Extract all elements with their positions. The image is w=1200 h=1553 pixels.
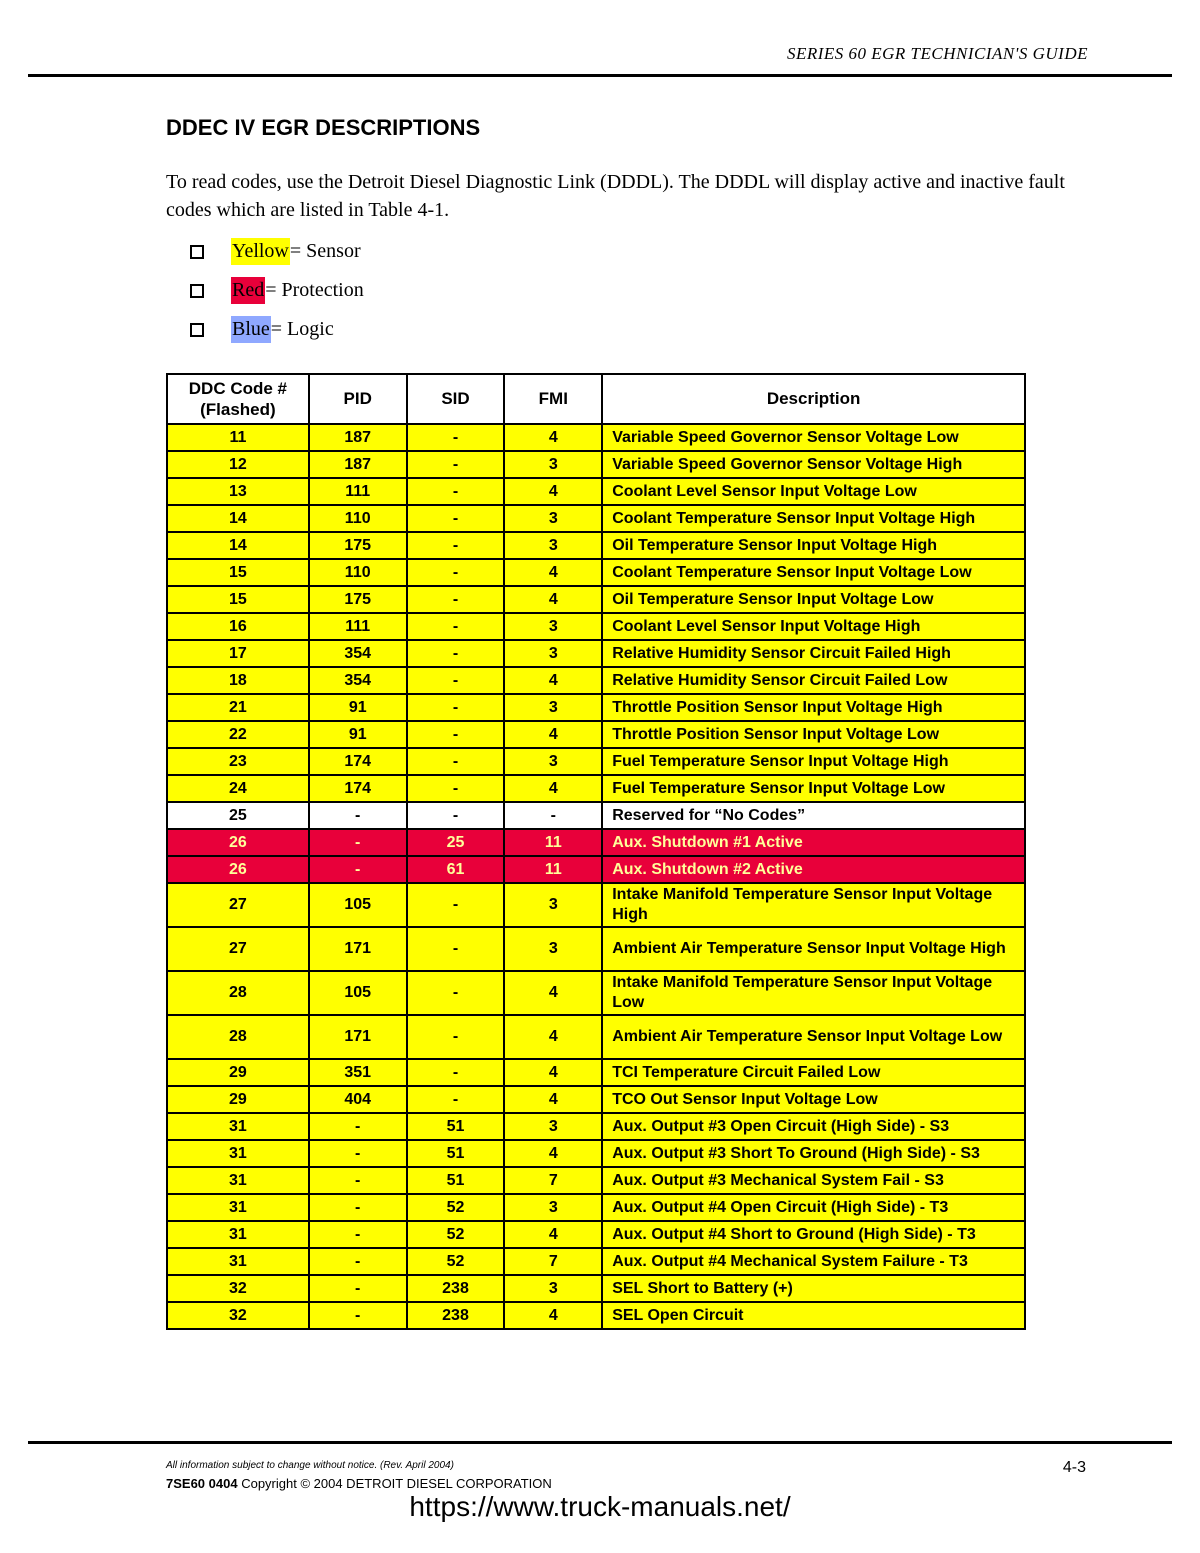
cell-sid: - <box>407 505 505 532</box>
table-row <box>167 971 1025 1015</box>
cell-desc: Aux. Output #4 Open Circuit (High Side) - T3 <box>602 1194 1025 1221</box>
cell-pid: 111 <box>309 478 407 505</box>
cell-ddc: 28 <box>167 1015 309 1059</box>
table-row <box>167 775 1025 802</box>
cell-pid: 111 <box>309 613 407 640</box>
cell-fmi: 4 <box>504 1086 602 1113</box>
cell-fmi: 4 <box>504 971 602 1015</box>
cell-fmi: 4 <box>504 478 602 505</box>
cell-desc: Aux. Output #3 Open Circuit (High Side) - S3 <box>602 1113 1025 1140</box>
cell-desc: Throttle Position Sensor Input Voltage Low <box>602 721 1025 748</box>
cell-desc: Aux. Output #3 Short To Ground (High Side) - S3 <box>602 1140 1025 1167</box>
fault-code-table <box>166 373 1026 1330</box>
header-rule <box>28 74 1172 77</box>
cell-pid: 175 <box>309 532 407 559</box>
cell-pid: 91 <box>309 721 407 748</box>
cell-fmi: 3 <box>504 613 602 640</box>
table-row <box>167 640 1025 667</box>
legend-meaning: = Logic <box>270 318 334 340</box>
cell-desc: Intake Manifold Temperature Sensor Input Voltage Low <box>602 971 1025 1015</box>
cell-fmi: 7 <box>504 1248 602 1275</box>
cell-sid: - <box>407 559 505 586</box>
color-legend <box>190 232 364 349</box>
cell-sid: 52 <box>407 1194 505 1221</box>
cell-pid: 351 <box>309 1059 407 1086</box>
table-row <box>167 505 1025 532</box>
cell-desc: Fuel Temperature Sensor Input Voltage Low <box>602 775 1025 802</box>
cell-ddc: 26 <box>167 856 309 883</box>
cell-fmi: 11 <box>504 829 602 856</box>
table-row <box>167 1248 1025 1275</box>
cell-sid: - <box>407 927 505 971</box>
source-url-link[interactable]: https://www.truck-manuals.net/ <box>409 1491 791 1522</box>
cell-pid: - <box>309 856 407 883</box>
table-row <box>167 478 1025 505</box>
table-row <box>167 829 1025 856</box>
cell-pid: 171 <box>309 927 407 971</box>
cell-ddc: 14 <box>167 532 309 559</box>
legend-swatch-yellow: Yellow <box>231 238 290 265</box>
cell-desc: Coolant Level Sensor Input Voltage High <box>602 613 1025 640</box>
cell-pid: - <box>309 802 407 829</box>
cell-fmi: 3 <box>504 451 602 478</box>
cell-fmi: 4 <box>504 1302 602 1329</box>
cell-sid: - <box>407 775 505 802</box>
table-body <box>167 424 1025 1329</box>
cell-pid: 110 <box>309 559 407 586</box>
cell-fmi: 3 <box>504 532 602 559</box>
cell-pid: 187 <box>309 451 407 478</box>
cell-pid: 354 <box>309 640 407 667</box>
cell-sid: - <box>407 1015 505 1059</box>
cell-ddc: 27 <box>167 883 309 927</box>
cell-fmi: 3 <box>504 1113 602 1140</box>
cell-pid: - <box>309 1140 407 1167</box>
table-row <box>167 451 1025 478</box>
cell-pid: 105 <box>309 883 407 927</box>
table-row <box>167 1221 1025 1248</box>
cell-sid: - <box>407 424 505 451</box>
legend-item-logic <box>190 310 364 349</box>
cell-sid: - <box>407 802 505 829</box>
page-number: 4-3 <box>1062 1459 1086 1476</box>
cell-sid: - <box>407 694 505 721</box>
legend-swatch-red: Red <box>231 277 265 304</box>
cell-desc: Oil Temperature Sensor Input Voltage High <box>602 532 1025 559</box>
cell-sid: - <box>407 586 505 613</box>
header-pid: PID <box>309 374 407 424</box>
cell-fmi: 11 <box>504 856 602 883</box>
cell-desc: TCO Out Sensor Input Voltage Low <box>602 1086 1025 1113</box>
footer-notice: All information subject to change without notice. (Rev. April 2004) <box>166 1460 454 1471</box>
table-row <box>167 424 1025 451</box>
cell-ddc: 32 <box>167 1275 309 1302</box>
cell-pid: 171 <box>309 1015 407 1059</box>
table-row <box>167 667 1025 694</box>
table-row <box>167 883 1025 927</box>
cell-desc: Fuel Temperature Sensor Input Voltage High <box>602 748 1025 775</box>
cell-desc: Reserved for “No Codes” <box>602 802 1025 829</box>
cell-ddc: 12 <box>167 451 309 478</box>
cell-sid: - <box>407 748 505 775</box>
cell-ddc: 21 <box>167 694 309 721</box>
legend-item-sensor <box>190 232 364 271</box>
cell-desc: Relative Humidity Sensor Circuit Failed High <box>602 640 1025 667</box>
section-title: DDEC IV EGR DESCRIPTIONS <box>166 115 481 140</box>
cell-pid: 175 <box>309 586 407 613</box>
cell-sid: 61 <box>407 856 505 883</box>
cell-ddc: 31 <box>167 1221 309 1248</box>
cell-ddc: 22 <box>167 721 309 748</box>
cell-desc: SEL Short to Battery (+) <box>602 1275 1025 1302</box>
table-row <box>167 1167 1025 1194</box>
cell-fmi: 4 <box>504 1015 602 1059</box>
cell-desc: Aux. Shutdown #1 Active <box>602 829 1025 856</box>
header-description: Description <box>602 374 1025 424</box>
legend-meaning: = Protection <box>265 279 364 301</box>
cell-fmi: 3 <box>504 927 602 971</box>
cell-desc: TCI Temperature Circuit Failed Low <box>602 1059 1025 1086</box>
cell-ddc: 29 <box>167 1059 309 1086</box>
copyright-text: Copyright © 2004 DETROIT DIESEL CORPORATION <box>241 1476 552 1491</box>
doc-number: 7SE60 0404 <box>166 1476 238 1491</box>
legend-item-protection <box>190 271 364 310</box>
cell-ddc: 31 <box>167 1140 309 1167</box>
cell-sid: - <box>407 667 505 694</box>
cell-sid: - <box>407 1059 505 1086</box>
cell-fmi: 4 <box>504 1140 602 1167</box>
table-row <box>167 1086 1025 1113</box>
cell-ddc: 31 <box>167 1248 309 1275</box>
cell-pid: - <box>309 829 407 856</box>
cell-pid: - <box>309 1221 407 1248</box>
cell-desc: Throttle Position Sensor Input Voltage High <box>602 694 1025 721</box>
cell-pid: 91 <box>309 694 407 721</box>
cell-pid: - <box>309 1113 407 1140</box>
cell-sid: - <box>407 451 505 478</box>
cell-ddc: 31 <box>167 1194 309 1221</box>
checkbox-bullet-icon <box>190 323 204 337</box>
table-row <box>167 802 1025 829</box>
cell-fmi: 3 <box>504 505 602 532</box>
cell-fmi: 3 <box>504 883 602 927</box>
cell-fmi: 3 <box>504 748 602 775</box>
table-row <box>167 721 1025 748</box>
cell-sid: 52 <box>407 1221 505 1248</box>
cell-ddc: 11 <box>167 424 309 451</box>
cell-fmi: - <box>504 802 602 829</box>
table-row <box>167 856 1025 883</box>
cell-desc: Coolant Temperature Sensor Input Voltage High <box>602 505 1025 532</box>
cell-desc: Aux. Output #4 Mechanical System Failure - T3 <box>602 1248 1025 1275</box>
cell-pid: 354 <box>309 667 407 694</box>
cell-sid: - <box>407 640 505 667</box>
cell-sid: 51 <box>407 1113 505 1140</box>
cell-ddc: 17 <box>167 640 309 667</box>
table-row <box>167 559 1025 586</box>
cell-pid: 404 <box>309 1086 407 1113</box>
cell-fmi: 3 <box>504 640 602 667</box>
table-row <box>167 1059 1025 1086</box>
cell-desc: Coolant Temperature Sensor Input Voltage Low <box>602 559 1025 586</box>
cell-ddc: 31 <box>167 1167 309 1194</box>
cell-sid: 51 <box>407 1167 505 1194</box>
footer-rule <box>28 1441 1172 1444</box>
table-header-row <box>167 374 1025 424</box>
cell-desc: Aux. Output #4 Short to Ground (High Side) - T3 <box>602 1221 1025 1248</box>
cell-ddc: 15 <box>167 559 309 586</box>
table-row <box>167 927 1025 971</box>
cell-fmi: 3 <box>504 1275 602 1302</box>
table-row <box>167 586 1025 613</box>
cell-pid: - <box>309 1194 407 1221</box>
cell-ddc: 16 <box>167 613 309 640</box>
cell-desc: Variable Speed Governor Sensor Voltage Low <box>602 424 1025 451</box>
cell-desc: Aux. Shutdown #2 Active <box>602 856 1025 883</box>
cell-pid: 174 <box>309 775 407 802</box>
cell-fmi: 4 <box>504 721 602 748</box>
table-row <box>167 1113 1025 1140</box>
cell-ddc: 26 <box>167 829 309 856</box>
cell-desc: Relative Humidity Sensor Circuit Failed Low <box>602 667 1025 694</box>
cell-sid: 51 <box>407 1140 505 1167</box>
checkbox-bullet-icon <box>190 284 204 298</box>
table-row <box>167 1302 1025 1329</box>
cell-ddc: 29 <box>167 1086 309 1113</box>
cell-fmi: 4 <box>504 775 602 802</box>
cell-fmi: 4 <box>504 1221 602 1248</box>
cell-pid: 187 <box>309 424 407 451</box>
cell-ddc: 23 <box>167 748 309 775</box>
intro-paragraph: To read codes, use the Detroit Diesel Diagnostic Link (DDDL). The DDDL will display active and inactive fault codes which are listed in Table 4-1. <box>166 171 1065 221</box>
table-row <box>167 748 1025 775</box>
cell-desc: Variable Speed Governor Sensor Voltage High <box>602 451 1025 478</box>
cell-fmi: 3 <box>504 1194 602 1221</box>
cell-ddc: 25 <box>167 802 309 829</box>
cell-pid: - <box>309 1167 407 1194</box>
cell-fmi: 4 <box>504 1059 602 1086</box>
cell-ddc: 32 <box>167 1302 309 1329</box>
cell-sid: - <box>407 532 505 559</box>
table-row <box>167 1140 1025 1167</box>
cell-sid: 238 <box>407 1275 505 1302</box>
cell-fmi: 3 <box>504 694 602 721</box>
cell-sid: 25 <box>407 829 505 856</box>
legend-swatch-blue: Blue <box>231 316 271 343</box>
cell-pid: 174 <box>309 748 407 775</box>
cell-desc: Coolant Level Sensor Input Voltage Low <box>602 478 1025 505</box>
cell-sid: - <box>407 883 505 927</box>
cell-fmi: 4 <box>504 424 602 451</box>
cell-fmi: 4 <box>504 586 602 613</box>
header-sid: SID <box>407 374 505 424</box>
table-row <box>167 694 1025 721</box>
cell-pid: 110 <box>309 505 407 532</box>
cell-sid: - <box>407 478 505 505</box>
cell-pid: - <box>309 1275 407 1302</box>
cell-desc: SEL Open Circuit <box>602 1302 1025 1329</box>
cell-pid: - <box>309 1248 407 1275</box>
cell-desc: Ambient Air Temperature Sensor Input Voltage High <box>602 927 1025 971</box>
cell-sid: 238 <box>407 1302 505 1329</box>
cell-desc: Ambient Air Temperature Sensor Input Voltage Low <box>602 1015 1025 1059</box>
table-row <box>167 1275 1025 1302</box>
cell-pid: - <box>309 1302 407 1329</box>
table-row <box>167 1015 1025 1059</box>
cell-ddc: 15 <box>167 586 309 613</box>
legend-meaning: = Sensor <box>289 240 361 262</box>
cell-desc: Oil Temperature Sensor Input Voltage Low <box>602 586 1025 613</box>
cell-ddc: 28 <box>167 971 309 1015</box>
header-ddc-code: DDC Code # (Flashed) <box>167 374 309 424</box>
cell-desc: Intake Manifold Temperature Sensor Input Voltage High <box>602 883 1025 927</box>
cell-pid: 105 <box>309 971 407 1015</box>
table-row <box>167 532 1025 559</box>
cell-ddc: 18 <box>167 667 309 694</box>
cell-sid: - <box>407 721 505 748</box>
cell-sid: - <box>407 971 505 1015</box>
footer-copyright <box>166 1476 552 1491</box>
cell-fmi: 4 <box>504 667 602 694</box>
cell-ddc: 24 <box>167 775 309 802</box>
running-header: SERIES 60 EGR TECHNICIAN'S GUIDE <box>786 44 1088 63</box>
cell-ddc: 14 <box>167 505 309 532</box>
cell-fmi: 7 <box>504 1167 602 1194</box>
table-row <box>167 1194 1025 1221</box>
cell-ddc: 13 <box>167 478 309 505</box>
checkbox-bullet-icon <box>190 245 204 259</box>
cell-ddc: 27 <box>167 927 309 971</box>
cell-desc: Aux. Output #3 Mechanical System Fail - S3 <box>602 1167 1025 1194</box>
cell-sid: - <box>407 613 505 640</box>
cell-fmi: 4 <box>504 559 602 586</box>
cell-ddc: 31 <box>167 1113 309 1140</box>
cell-sid: 52 <box>407 1248 505 1275</box>
header-fmi: FMI <box>504 374 602 424</box>
cell-sid: - <box>407 1086 505 1113</box>
table-row <box>167 613 1025 640</box>
